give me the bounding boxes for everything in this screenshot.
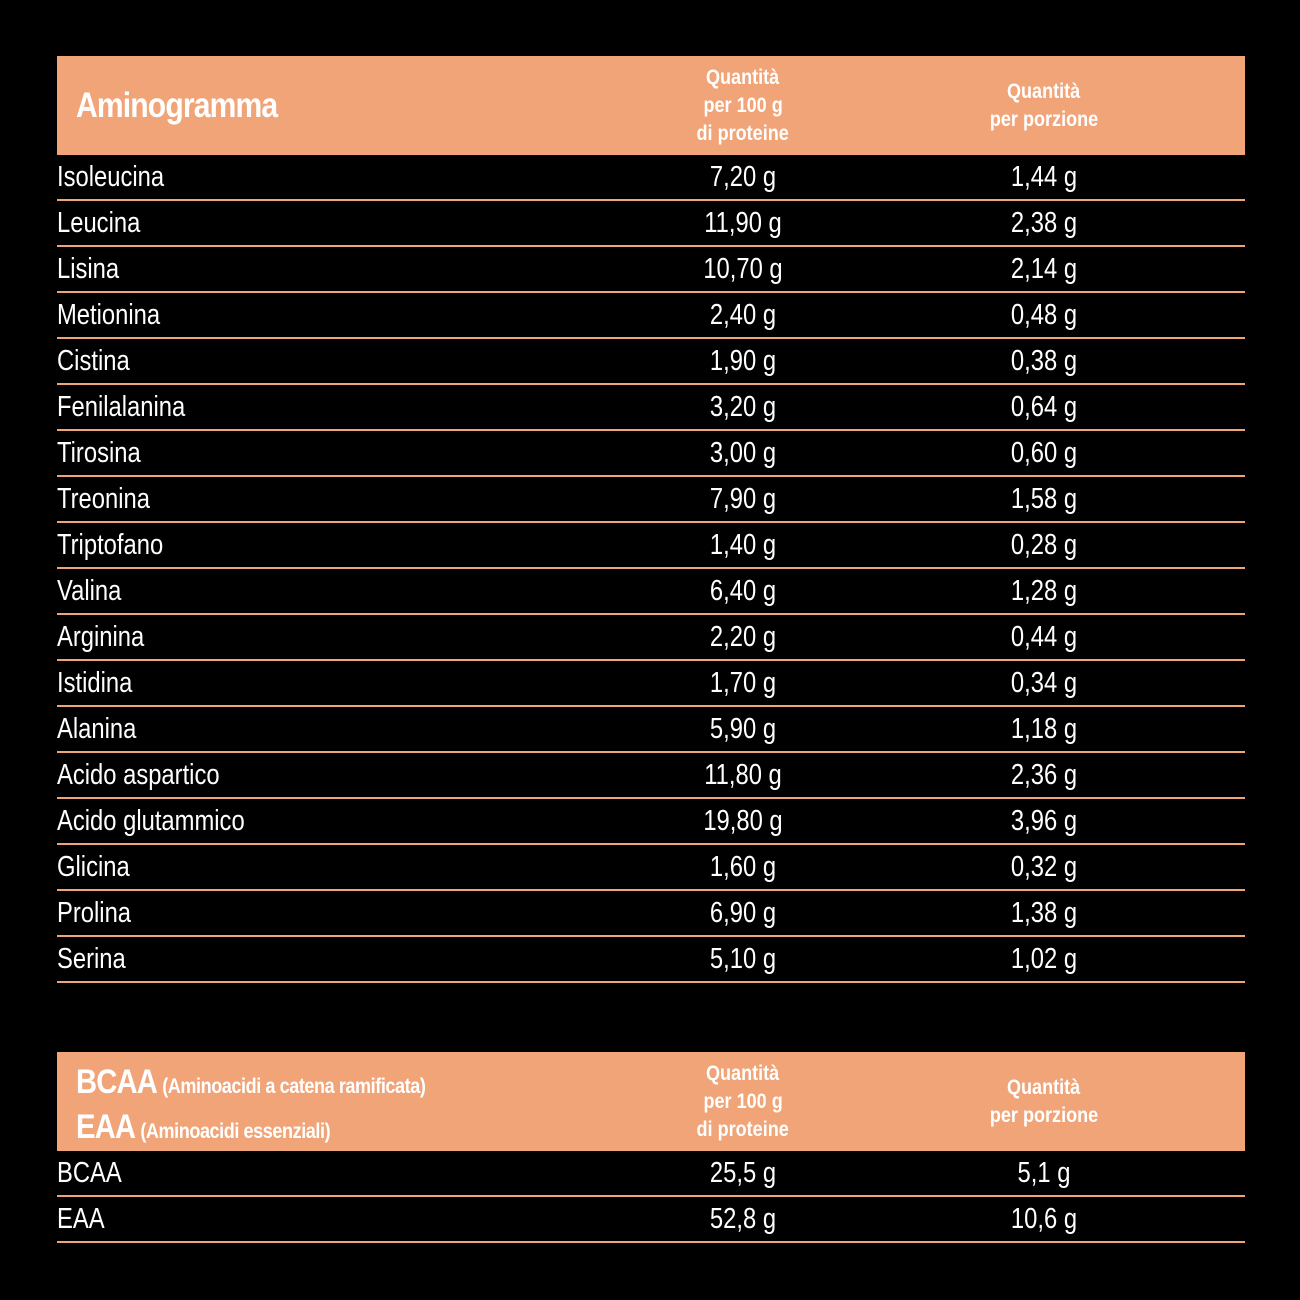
table-row [57, 201, 1245, 247]
per-100g-column-header [643, 1052, 843, 1151]
per-100g-value: 5,90 g [709, 713, 777, 745]
per-serving-value: 1,02 g [1010, 943, 1078, 975]
amino-acid-name: Arginina [57, 621, 145, 653]
per-serving-column-header [944, 56, 1144, 155]
aminogram-rows [57, 155, 1245, 983]
per-100g-value: 2,20 g [709, 621, 777, 653]
per-100g-value: 1,60 g [709, 851, 777, 883]
amino-acid-name: Treonina [57, 483, 150, 515]
amino-acid-name: Valina [57, 575, 122, 607]
per-100g-value: 19,80 g [703, 805, 783, 837]
per-serving-value: 1,58 g [1010, 483, 1078, 515]
per-serving-value: 0,32 g [1010, 851, 1078, 883]
per-100g-header-line: Quantità [706, 65, 780, 89]
per-serving-value: 1,38 g [1010, 897, 1078, 929]
table-row [57, 753, 1245, 799]
per-100g-value: 2,40 g [709, 299, 777, 331]
bcaa-subtitle: (Aminoacidi a catena ramificata) [162, 1075, 426, 1098]
per-100g-value: 25,5 g [709, 1157, 777, 1189]
per-serving-value: 0,34 g [1010, 667, 1078, 699]
per-serving-value: 10,6 g [1010, 1203, 1078, 1235]
per-100g-value: 1,70 g [709, 667, 777, 699]
table-row [57, 707, 1245, 753]
table-row [57, 385, 1245, 431]
table-row [57, 891, 1245, 937]
amino-acid-name: Acido aspartico [57, 759, 220, 791]
per-100g-value: 11,90 g [704, 207, 782, 239]
per-serving-value: 2,14 g [1010, 253, 1078, 285]
bcaa-eaa-title [76, 1060, 425, 1150]
amino-acid-name: Isoleucina [57, 161, 165, 193]
per-100g-header-line: per 100 g [703, 1089, 783, 1113]
aminogram-header [57, 56, 1245, 155]
bcaa-title: BCAA [76, 1063, 158, 1101]
per-100g-value: 1,90 g [709, 345, 777, 377]
aminogram-table [57, 56, 1245, 983]
amino-acid-name: Prolina [57, 897, 132, 929]
amino-acid-name: Fenilalanina [57, 391, 186, 423]
per-serving-value: 0,64 g [1010, 391, 1078, 423]
per-100g-header-line: di proteine [696, 121, 790, 145]
per-100g-value: 3,20 g [709, 391, 777, 423]
bcaa-eaa-header [57, 1052, 1245, 1151]
eaa-subtitle: (Aminoacidi essenziali) [140, 1120, 331, 1143]
table-row [57, 615, 1245, 661]
table-row [57, 661, 1245, 707]
aminogram-title: Aminogramma [76, 85, 278, 125]
table-row [57, 431, 1245, 477]
per-serving-value: 1,18 g [1010, 713, 1078, 745]
table-row [57, 339, 1245, 385]
amino-acid-name: Cistina [57, 345, 130, 377]
table-row [57, 845, 1245, 891]
amino-acid-name: Triptofano [57, 529, 164, 561]
per-serving-header-line: per porzione [989, 1103, 1099, 1127]
amino-acid-name: Lisina [57, 253, 120, 285]
per-100g-header-line: Quantità [706, 1061, 780, 1085]
amino-acid-name: Metionina [57, 299, 161, 331]
per-100g-value: 11,80 g [704, 759, 782, 791]
table-row [57, 155, 1245, 201]
per-serving-value: 2,36 g [1010, 759, 1078, 791]
per-serving-column-header [944, 1052, 1144, 1151]
eaa-title-line [76, 1105, 425, 1150]
table-row [57, 1151, 1245, 1197]
per-100g-value: 6,40 g [709, 575, 777, 607]
amino-acid-name: EAA [57, 1203, 105, 1235]
per-serving-value: 1,44 g [1010, 161, 1078, 193]
table-row [57, 799, 1245, 845]
eaa-title: EAA [76, 1108, 136, 1146]
amino-acid-name: Glicina [57, 851, 130, 883]
bcaa-eaa-table [57, 1052, 1245, 1243]
bcaa-eaa-rows [57, 1151, 1245, 1243]
per-serving-value: 1,28 g [1010, 575, 1078, 607]
per-100g-value: 7,90 g [709, 483, 777, 515]
amino-acid-name: Tirosina [57, 437, 141, 469]
per-serving-value: 0,48 g [1010, 299, 1078, 331]
per-serving-value: 5,1 g [1017, 1157, 1071, 1189]
amino-acid-name: Leucina [57, 207, 141, 239]
per-100g-header-line: per 100 g [703, 93, 783, 117]
per-100g-value: 52,8 g [709, 1203, 777, 1235]
per-serving-header-line: per porzione [989, 107, 1099, 131]
per-serving-header-line: Quantità [1007, 79, 1081, 103]
table-row [57, 247, 1245, 293]
table-row [57, 523, 1245, 569]
amino-acid-name: BCAA [57, 1157, 122, 1189]
table-row [57, 293, 1245, 339]
per-100g-value: 1,40 g [709, 529, 777, 561]
table-row [57, 477, 1245, 523]
per-serving-header-line: Quantità [1007, 1075, 1081, 1099]
table-row [57, 569, 1245, 615]
per-serving-value: 0,38 g [1010, 345, 1078, 377]
amino-acid-name: Alanina [57, 713, 137, 745]
per-serving-value: 2,38 g [1010, 207, 1078, 239]
per-100g-column-header [643, 56, 843, 155]
bcaa-title-line [76, 1060, 425, 1105]
per-serving-value: 0,28 g [1010, 529, 1078, 561]
table-row [57, 937, 1245, 983]
amino-acid-name: Istidina [57, 667, 133, 699]
amino-acid-name: Acido glutammico [57, 805, 245, 837]
per-serving-value: 0,60 g [1010, 437, 1078, 469]
per-serving-value: 3,96 g [1010, 805, 1078, 837]
per-100g-value: 6,90 g [709, 897, 777, 929]
per-100g-value: 10,70 g [703, 253, 783, 285]
per-100g-value: 3,00 g [709, 437, 777, 469]
per-100g-value: 7,20 g [709, 161, 777, 193]
per-100g-value: 5,10 g [709, 943, 777, 975]
table-row [57, 1197, 1245, 1243]
per-100g-header-line: di proteine [696, 1117, 790, 1141]
amino-acid-name: Serina [57, 943, 126, 975]
per-serving-value: 0,44 g [1010, 621, 1078, 653]
